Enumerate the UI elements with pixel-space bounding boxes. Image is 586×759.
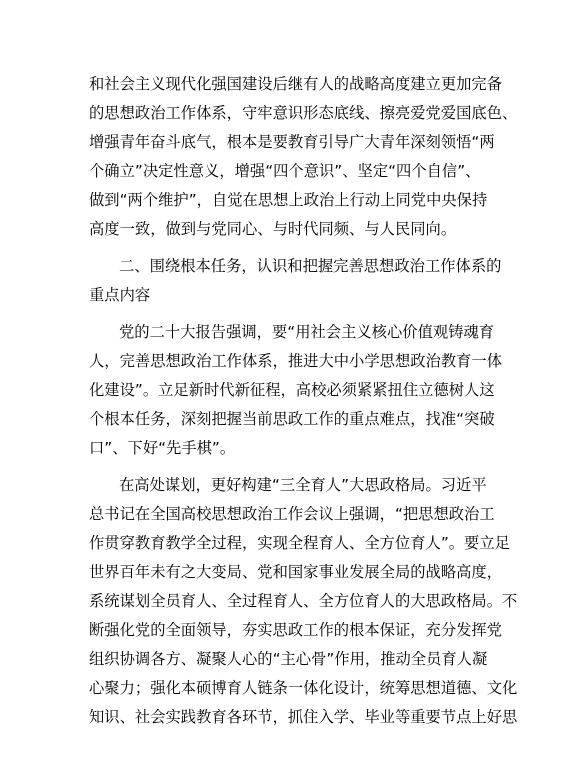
heading-line: 二、围绕根本任务，认识和把握完善思想政治工作体系的 xyxy=(119,257,502,275)
text-line: 组织协调各方、凝聚人心的“主心骨”作用，推动全员育人凝 xyxy=(89,650,488,668)
paragraph xyxy=(89,471,518,732)
section-heading xyxy=(89,252,509,310)
text-line: 在高处谋划，更好构建“三全育人”大思政格局。习近平 xyxy=(119,476,487,494)
text-line: 总书记在全国高校思想政治工作会议上强调，“把思想政治工 xyxy=(89,505,495,523)
text-line: 高度一致，做到与党同心、与时代同频、与人民同向。 xyxy=(89,220,457,238)
text-line: 人，完善思想政治工作体系，推进大中小学思想政治教育一体 xyxy=(89,352,503,370)
text-line: 和社会主义现代化强国建设后继有人的战略高度建立更加完备 xyxy=(89,75,503,93)
paragraph-continuation xyxy=(89,70,518,244)
paragraph xyxy=(89,318,509,463)
text-line: 个根本任务，深刻把握当前思政工作的重点难点，找准“突破 xyxy=(89,410,495,428)
document-body xyxy=(89,70,518,732)
text-line: 系统谋划全员育人、全过程育人、全方位育人的大思政格局。不 xyxy=(89,592,518,610)
text-line: 党的二十大报告强调，要“用社会主义核心价值观铸魂育 xyxy=(119,323,495,341)
text-line: 化建设”。立足新时代新征程，高校必须紧紧扭住立德树人这 xyxy=(89,381,495,399)
text-line: 知识、社会实践教育各环节，抓住入学、毕业等重要节点上好思 xyxy=(89,708,518,726)
text-line: 作贯穿教育教学全过程，实现全程育人、全方位育人”。要立足 xyxy=(89,534,510,552)
text-line: 心聚力；强化本硕博育人链条一体化设计，统筹思想道德、文化 xyxy=(89,679,518,697)
text-line: 做到“两个维护”，自觉在思想上政治上行动上同党中央保持 xyxy=(89,191,488,209)
text-line: 个确立”决定性意义，增强“四个意识”、坚定“四个自信”、 xyxy=(89,162,481,180)
text-line: 世界百年未有之大变局、党和国家事业发展全局的战略高度， xyxy=(89,563,503,581)
text-line: 断强化党的全面领导，夯实思政工作的根本保证，充分发挥党 xyxy=(89,621,503,639)
text-line: 的思想政治工作体系，守牢意识形态底线、擦亮爱党爱国底色、 xyxy=(89,104,518,122)
text-line: 增强青年奋斗底气，根本是要教育引导广大青年深刻领悟“两 xyxy=(89,133,495,151)
heading-line: 重点内容 xyxy=(89,286,151,304)
text-line: 口”、下好“先手棋”。 xyxy=(89,439,236,457)
